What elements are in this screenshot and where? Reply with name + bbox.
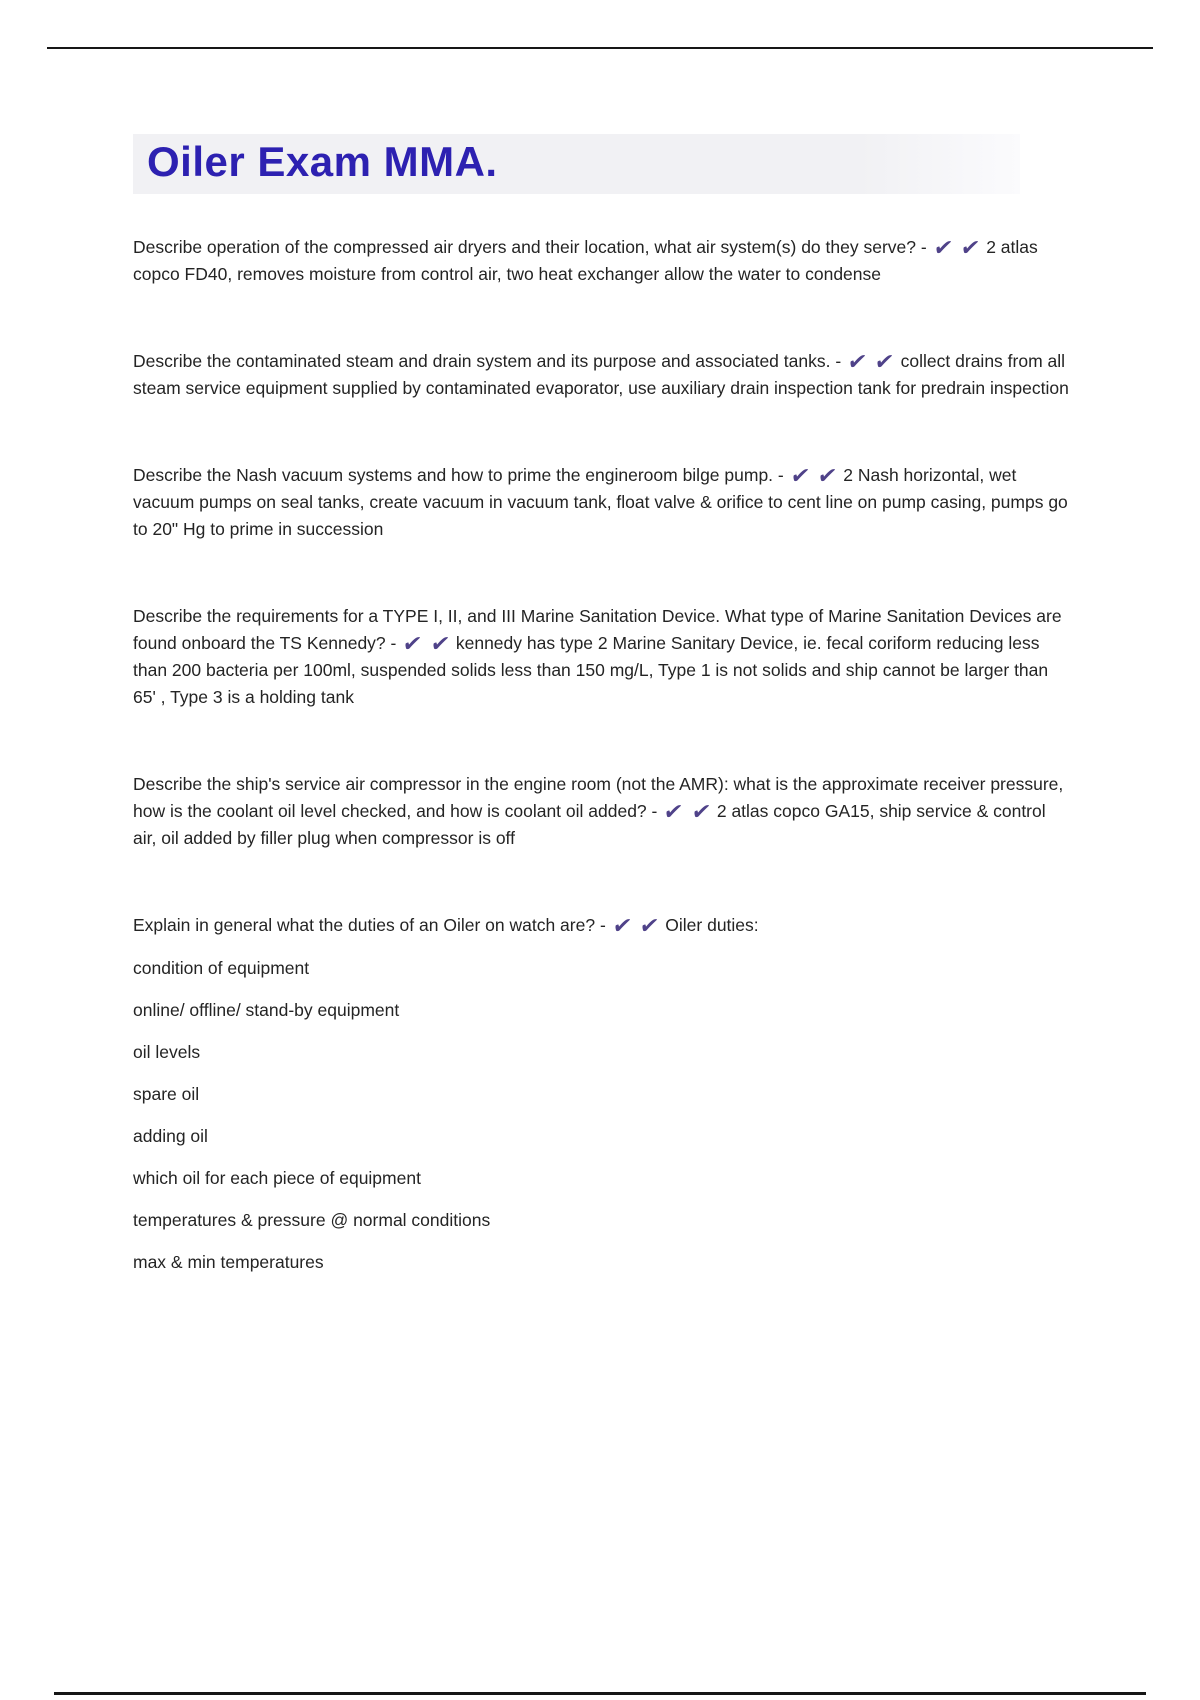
qa-block: Describe the ship's service air compressor in the engine room (not the AMR): what is the approximate receiver pressure, how is the coolant oil level checked, and how is coolant oil added? - ✔ ✔ 2 atlas copco GA15, ship service & control air, oil added by filler plug when compressor is off [133, 774, 1064, 848]
answer-text: Oiler duties: [665, 915, 759, 935]
answer-text: kennedy has type 2 Marine Sanitary Device, ie. fecal coriform reducing less than 200 bacteria per 100ml, suspended solids less than 150 mg/L, Type 1 is not solids and ship cannot be larger than 65' , Type 3 is a holding tank [133, 633, 1049, 707]
page-content [133, 134, 1073, 1291]
answer-text: 2 Nash horizontal, wet vacuum pumps on seal tanks, create vacuum in vacuum tank, float valve & orifice to cent line on pump casing, pumps go to 20" Hg to prime in succession [133, 465, 1068, 539]
duty-item: max & min temperatures [133, 1252, 324, 1272]
bottom-divider [54, 1692, 1146, 1695]
qa-block: Describe the Nash vacuum systems and how to prime the engineroom bilge pump. - ✔ ✔ 2 Nash horizontal, wet vacuum pumps on seal tanks, create vacuum in vacuum tank, float valve & orifice to cent line on pump casing, pumps go to 20" Hg to prime in succession [133, 463, 1068, 539]
question-text: Describe operation of the compressed air dryers and their location, what air system(s) do they serve? - [133, 237, 927, 257]
duty-item: temperatures & pressure @ normal conditions [133, 1210, 491, 1230]
qa-block: Explain in general what the duties of an Oiler on watch are? - ✔ ✔ Oiler duties: [133, 913, 759, 938]
duty-item: spare oil [133, 1084, 200, 1104]
title-band [133, 134, 1020, 194]
question-text: Describe the ship's service air compressor in the engine room (not the AMR): what is the approximate receiver pressure, how is the coolant oil level checked, and how is coolant oil added? - [133, 774, 1064, 821]
qa-block: Describe operation of the compressed air dryers and their location, what air system(s) do they serve? - ✔ ✔ 2 atlas copco FD40, removes moisture from control air, two heat exchanger allow the water to condense [133, 235, 1038, 284]
qa-block: Describe the contaminated steam and drain system and its purpose and associated tanks. - ✔ ✔ collect drains from all steam service equipment supplied by contaminated evaporator, use auxiliary drain inspection tank for predrain inspection [133, 349, 1069, 398]
answer-text: 2 atlas copco FD40, removes moisture from control air, two heat exchanger allow the water to condense [133, 237, 1038, 284]
duty-item: adding oil [133, 1126, 208, 1146]
qa-block: Describe the requirements for a TYPE I, II, and III Marine Sanitation Device. What type of Marine Sanitation Devices are found onboard the TS Kennedy? - ✔ ✔ kennedy has type 2 Marine Sanitary Device, ie. fecal coriform reducing less than 200 bacteria per 100ml, suspended solids less than 150 mg/L, Type 1 is not solids and ship cannot be larger than 65' , Type 3 is a holding tank [133, 606, 1062, 707]
duty-item: online/ offline/ stand-by equipment [133, 1000, 400, 1020]
question-text: Describe the Nash vacuum systems and how to prime the engineroom bilge pump. - [133, 465, 784, 485]
duty-item: oil levels [133, 1042, 201, 1062]
page-title: Oiler Exam MMA. [147, 138, 498, 185]
question-text: Describe the requirements for a TYPE I, II, and III Marine Sanitation Device. What type of Marine Sanitation Devices are found onboard the TS Kennedy? - [133, 606, 1062, 653]
question-text: Explain in general what the duties of an Oiler on watch are? - [133, 915, 606, 935]
duty-item: which oil for each piece of equipment [133, 1168, 421, 1188]
top-divider [47, 47, 1153, 49]
answer-text: collect drains from all steam service equipment supplied by contaminated evaporator, use auxiliary drain inspection tank for predrain inspection [133, 351, 1069, 398]
answer-text: 2 atlas copco GA15, ship service & control air, oil added by filler plug when compressor is off [133, 801, 1046, 848]
duty-item: condition of equipment [133, 958, 310, 978]
question-text: Describe the contaminated steam and drain system and its purpose and associated tanks. - [133, 351, 842, 371]
